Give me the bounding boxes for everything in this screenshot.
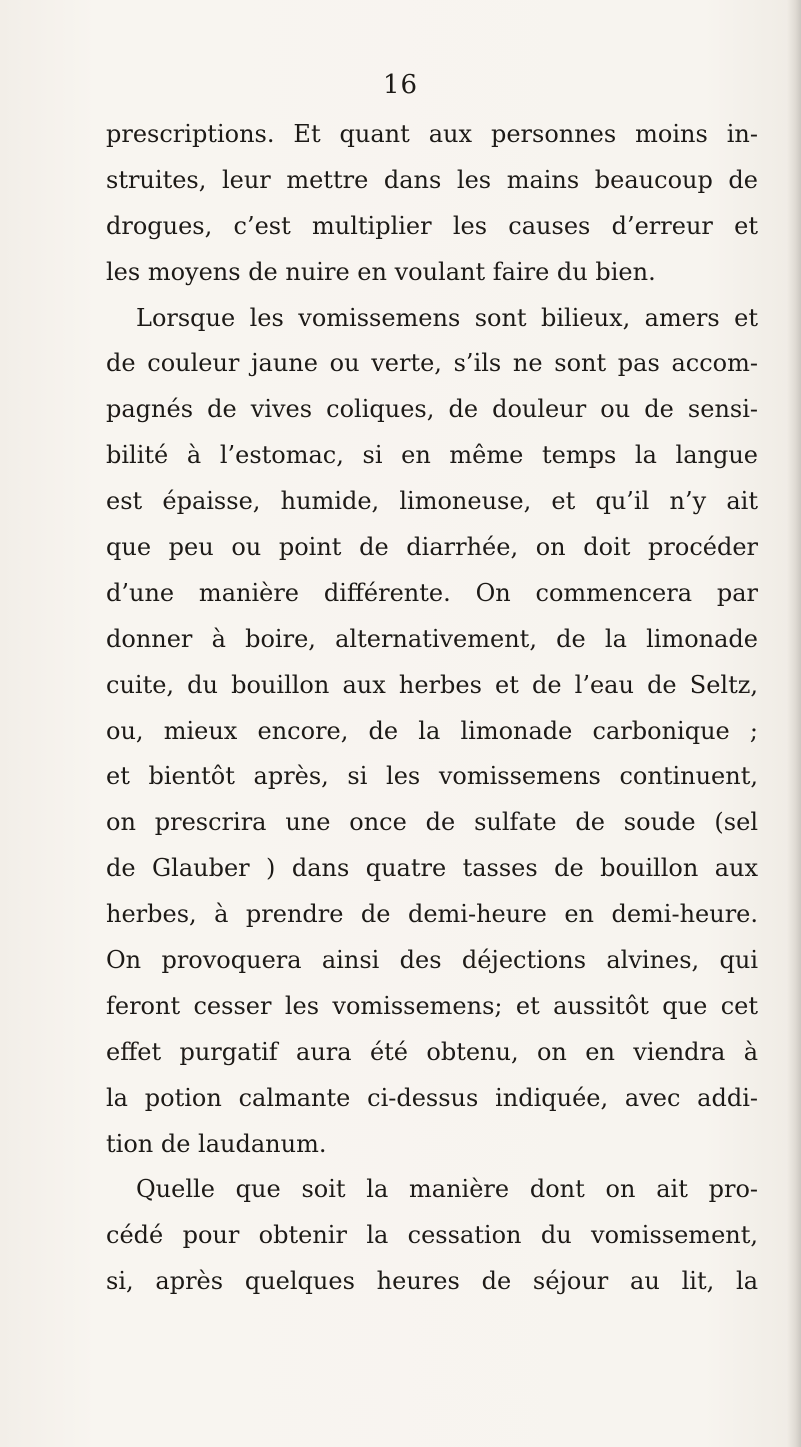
text-line: feront cesser les vomissemens; et aussitôt que cet [106, 991, 758, 1020]
text-line: Quelle que soit la manière dont on ait pro- [136, 1175, 758, 1204]
text-line: effet purgatif aura été obtenu, on en viendra à [106, 1037, 758, 1066]
text-line: la potion calmante ci-dessus indiquée, avec addi- [106, 1083, 758, 1112]
text-line: cédé pour obtenir la cessation du vomissement, [106, 1221, 758, 1250]
text-line: est épaisse, humide, limoneuse, et qu’il n’y ait [106, 487, 758, 516]
text-line: tion de laudanum. [106, 1129, 327, 1158]
text-line: que peu ou point de diarrhée, on doit procéder [106, 533, 758, 562]
text-line: struites, leur mettre dans les mains beaucoup de [106, 165, 758, 194]
page-edge-shadow [787, 0, 801, 1447]
text-line: d’une manière différente. On commencera par [106, 578, 758, 607]
text-line: si, après quelques heures de séjour au lit, la [106, 1267, 758, 1296]
text-line: On provoquera ainsi des déjections alvines, qui [106, 946, 758, 975]
text-line: donner à boire, alternativement, de la limonade [106, 624, 758, 653]
body-text [106, 112, 758, 1305]
text-line: les moyens de nuire en voulant faire du bien. [106, 257, 656, 286]
page-number: 16 [382, 70, 419, 100]
text-line: de Glauber ) dans quatre tasses de bouillon aux [106, 854, 758, 883]
text-line: pagnés de vives coliques, de douleur ou de sensi- [106, 395, 758, 424]
text-line: on prescrira une once de sulfate de soude (sel [106, 808, 758, 837]
text-line: ou, mieux encore, de la limonade carbonique ; [106, 716, 758, 745]
text-line: cuite, du bouillon aux herbes et de l’eau de Seltz, [106, 670, 758, 699]
text-line: bilité à l’estomac, si en même temps la langue [106, 441, 758, 470]
text-line: herbes, à prendre de demi-heure en demi-heure. [106, 900, 758, 929]
text-line: Lorsque les vomissemens sont bilieux, amers et [136, 303, 758, 332]
text-line: prescriptions. Et quant aux personnes moins in- [106, 120, 758, 148]
text-line: de couleur jaune ou verte, s’ils ne sont pas accom- [106, 349, 758, 378]
text-line: drogues, c’est multiplier les causes d’erreur et [106, 211, 758, 240]
text-line: et bientôt après, si les vomissemens continuent, [106, 762, 758, 791]
